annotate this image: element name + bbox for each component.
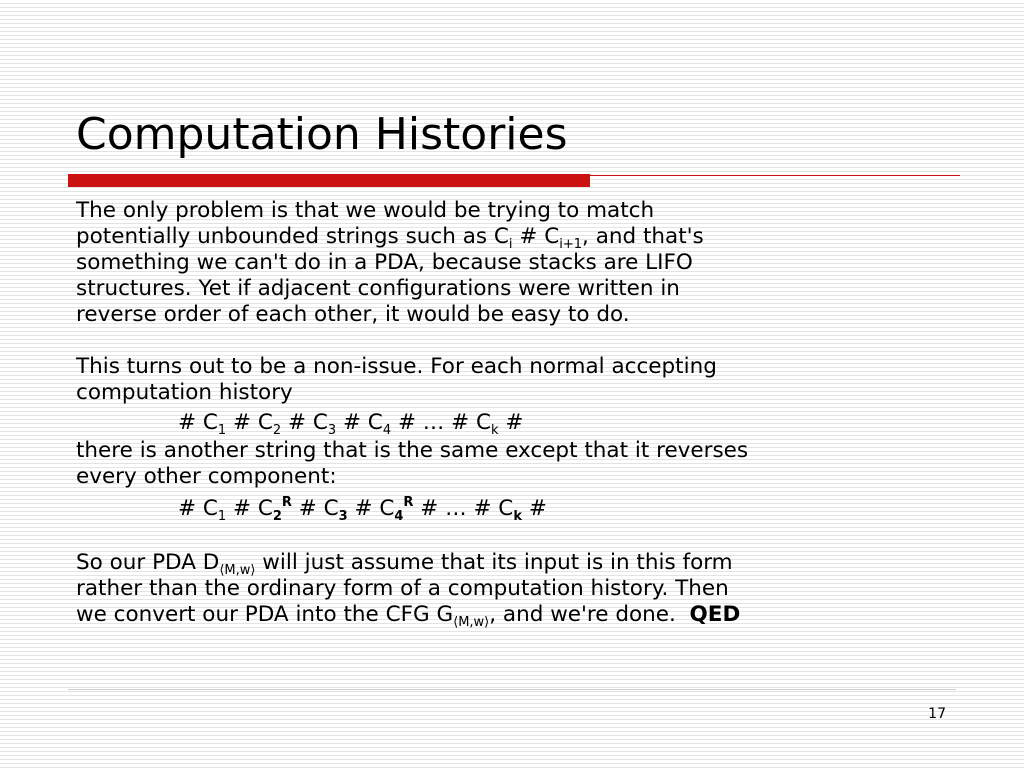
text-line: something we can't do in a PDA, because stacks are LIFO (76, 250, 693, 275)
subscript-bold: 3 (338, 509, 348, 524)
text-line: potentially unbounded strings such as C (76, 224, 509, 249)
text-line: This turns out to be a non-issue. For each normal accepting (76, 354, 717, 379)
text-run: , and that's (582, 224, 704, 249)
subscript-bold: 4 (394, 509, 404, 524)
text-line: The only problem is that we would be trying to match (76, 198, 655, 223)
subscript: ⟨M,w⟩ (219, 563, 256, 578)
page-number: 17 (928, 706, 946, 722)
title-underline-accent (68, 174, 590, 187)
formula-text: # C (226, 410, 273, 435)
formula-text: # C (178, 410, 218, 435)
title-underline-rule (590, 175, 960, 176)
formula-text: # C (226, 496, 273, 521)
formula-text: # C (291, 496, 339, 521)
qed-label: QED (689, 602, 741, 627)
subscript: 1 (217, 509, 227, 524)
paragraph-2 (76, 354, 956, 406)
formula-text: # (521, 496, 547, 521)
subscript: 3 (327, 423, 337, 438)
text-run: will just assume that its input is in this form (255, 550, 733, 575)
text-line: every other component: (76, 464, 337, 489)
formula-text: # (498, 410, 524, 435)
text-run: So our PDA D (76, 550, 220, 575)
subscript: ⟨M,w⟩ (453, 615, 490, 630)
formula-normal-history (76, 408, 956, 438)
formula-text: # … # C (391, 410, 491, 435)
formula-text: # C (347, 496, 395, 521)
subscript: 4 (382, 423, 392, 438)
subscript: i+1 (559, 237, 583, 252)
superscript-reverse: R (403, 495, 414, 510)
text-line: structures. Yet if adjacent configurations were written in (76, 276, 680, 301)
formula-text: # … # C (413, 496, 514, 521)
subscript: k (491, 423, 499, 438)
text-run: # C (512, 224, 560, 249)
footer-rule (68, 689, 956, 690)
text-line: reverse order of each other, it would be easy to do. (76, 302, 630, 327)
subscript-bold: 2 (272, 509, 282, 524)
text-line: rather than the ordinary form of a computation history. Then (76, 576, 729, 601)
subscript: 2 (272, 423, 282, 438)
text-run: we convert our PDA into the CFG G (76, 602, 454, 627)
superscript-reverse: R (281, 495, 292, 510)
formula-text: # C (178, 496, 218, 521)
subscript: 1 (217, 423, 227, 438)
paragraph-3 (76, 438, 956, 490)
text-line: computation history (76, 380, 293, 405)
formula-text: # C (281, 410, 328, 435)
subscript: i (508, 237, 513, 252)
formula-text: # C (336, 410, 383, 435)
subscript-bold: k (513, 509, 522, 524)
slide-body (76, 198, 956, 628)
text-run: , and we're done. (489, 602, 690, 627)
slide-title: Computation Histories (76, 109, 568, 160)
text-line: there is another string that is the same except that it reverses (76, 438, 749, 463)
paragraph-1 (76, 198, 956, 328)
formula-reversed-history (76, 494, 956, 524)
paragraph-4 (76, 550, 956, 628)
